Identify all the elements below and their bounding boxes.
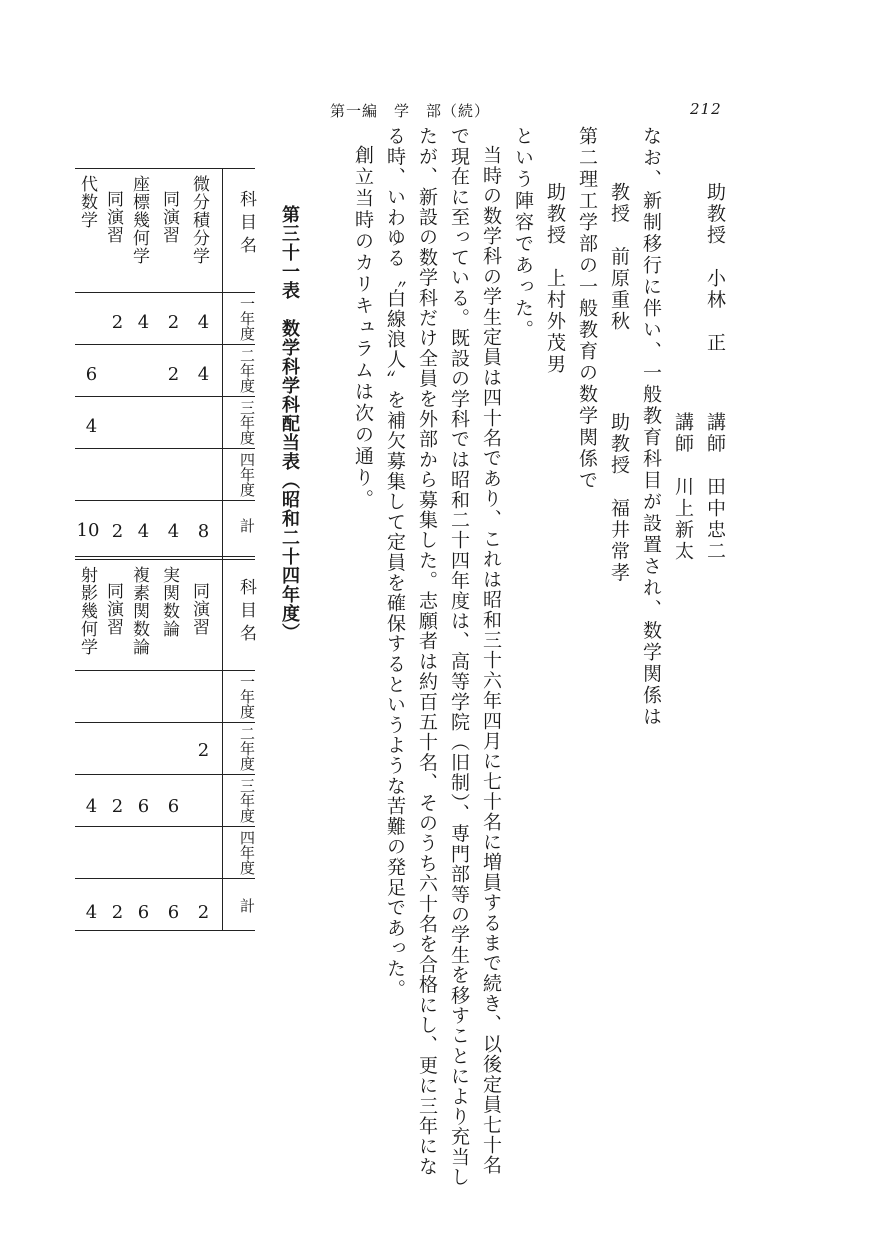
value-cell: 4 — [81, 902, 102, 923]
value-cell: 6 — [133, 796, 154, 817]
table-header-divider — [222, 168, 223, 930]
table-rule — [75, 826, 255, 827]
header-subject-2: 科目名 — [236, 578, 256, 647]
subject-cell: 同演習 — [189, 582, 209, 636]
text-col-3: なお、新制移行に伴い、一般教育科目が設置され、数学関係は — [640, 126, 662, 728]
text-col-7: という陣容であった。 — [512, 126, 534, 341]
value-cell: 2 — [107, 521, 128, 542]
header-year4-2: 四年度 — [238, 830, 256, 875]
subject-cell: 同演習 — [103, 582, 123, 636]
table-rule — [75, 774, 255, 775]
text-col-8: 当時の数学科の学生定員は四十名であり、これは昭和三十六年四月に七十名に増員するまで続き、以後定員七十名 — [480, 145, 502, 1176]
table-rule — [75, 878, 255, 879]
text-col-4a: 教授 前原重秋 — [608, 182, 630, 333]
value-cell: 4 — [133, 521, 154, 542]
table-title: 第三十一表 数学科学科配当表（昭和二十四年度） — [279, 205, 300, 642]
value-cell: 2 — [193, 902, 214, 923]
header-year2: 二年度 — [238, 348, 256, 393]
subject-cell: 同演習 — [159, 190, 179, 244]
text-col-11: る時、いわゆる〝白線浪人〟を補欠募集して定員を確保するというような苦難の発足であった。 — [384, 126, 406, 999]
header-total: 計 — [238, 518, 256, 533]
value-cell: 4 — [193, 364, 214, 385]
text-col-10: たが、新設の数学科だけ全員を外部から募集した。志願者は約百五十名、そのうち六十名を合格にし、更に三年にな — [416, 126, 438, 1177]
text-col-4b: 助教授 福井常孝 — [608, 412, 630, 584]
table-rule — [75, 448, 255, 449]
table-rule — [75, 396, 255, 397]
value-cell: 2 — [107, 902, 128, 923]
table-rule — [75, 670, 255, 671]
text-col-6: 助教授 上村外茂男 — [544, 182, 566, 376]
table-block-divider — [75, 559, 255, 560]
value-cell: 8 — [193, 521, 214, 542]
table-rule — [75, 344, 255, 345]
value-cell: 2 — [193, 740, 214, 761]
table-rule — [75, 722, 255, 723]
subject-cell: 微分積分学 — [189, 175, 209, 265]
value-cell: 4 — [193, 312, 214, 333]
value-cell: 6 — [163, 796, 184, 817]
table-block-divider — [75, 556, 255, 557]
text-col-1b: 講師 田中忠二 — [704, 412, 726, 563]
table-rule — [75, 292, 255, 293]
running-header: 第一編 学 部（続） — [330, 102, 491, 120]
subject-cell: 実関数論 — [159, 566, 179, 638]
header-year2-2: 二年度 — [238, 726, 256, 771]
value-cell: 10 — [76, 520, 100, 541]
text-col-5: 第二理工学部の一般教育の数学関係で — [576, 126, 598, 492]
value-cell: 2 — [107, 312, 128, 333]
header-year4: 四年度 — [238, 452, 256, 497]
value-cell: 4 — [81, 416, 102, 437]
value-cell: 4 — [163, 521, 184, 542]
subject-cell: 射影幾何学 — [77, 566, 97, 656]
header-total-2: 計 — [238, 898, 256, 913]
value-cell: 6 — [81, 364, 102, 385]
header-year3-2: 三年度 — [238, 778, 256, 823]
text-col-1a: 助教授 小林 正 — [704, 182, 726, 354]
value-cell: 6 — [163, 902, 184, 923]
header-year1-2: 一年度 — [238, 674, 256, 719]
text-col-12: 創立当時のカリキュラムは次の通り。 — [352, 145, 374, 511]
value-cell: 2 — [163, 364, 184, 385]
table-rule — [75, 500, 255, 501]
text-col-9: で現在に至っている。既設の学科では昭和二十四年度は、高等学院（旧制）、専門部等の学生を移すことにより充当し — [448, 126, 470, 1188]
value-cell: 2 — [107, 796, 128, 817]
header-year3: 三年度 — [238, 400, 256, 445]
header-subject: 科目名 — [236, 190, 256, 259]
subject-cell: 座標幾何学 — [129, 175, 149, 265]
page-number: 212 — [690, 100, 722, 118]
table-border-bottom — [75, 930, 255, 931]
table-border-top — [75, 168, 255, 169]
value-cell: 6 — [133, 902, 154, 923]
text-col-2: 講師 川上新太 — [672, 412, 694, 563]
value-cell: 4 — [133, 312, 154, 333]
subject-cell: 代数学 — [77, 175, 97, 229]
subject-cell: 複素関数論 — [129, 566, 149, 656]
value-cell: 4 — [81, 796, 102, 817]
header-year1: 一年度 — [238, 296, 256, 341]
value-cell: 2 — [163, 312, 184, 333]
subject-cell: 同演習 — [103, 190, 123, 244]
